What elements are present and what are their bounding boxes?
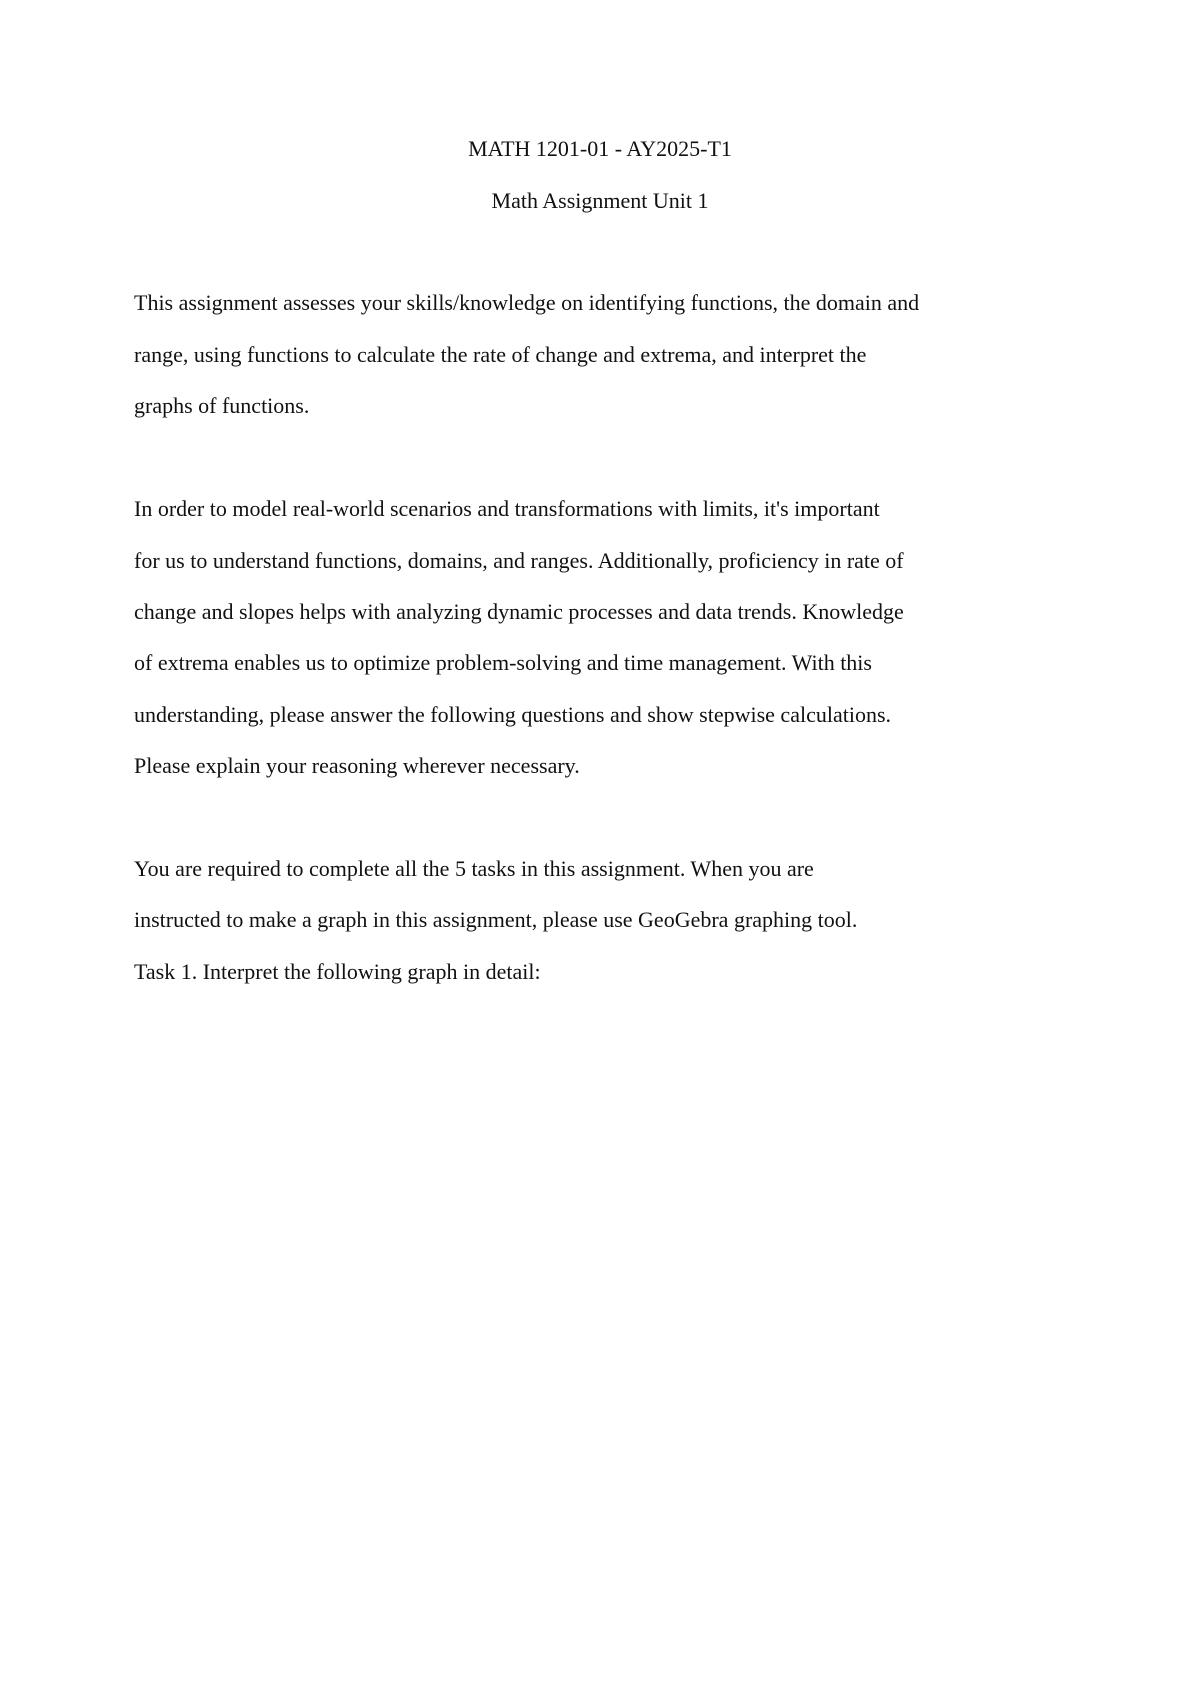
course-code-heading: MATH 1201-01 - AY2025-T1 xyxy=(468,136,732,161)
paragraph-line: You are required to complete all the 5 tasks in this assignment. When you are xyxy=(134,856,814,881)
paragraph-line: This assignment assesses your skills/knowledge on identifying functions, the domain and xyxy=(134,290,920,315)
task-1-heading: Task 1. Interpret the following graph in detail: xyxy=(134,959,541,984)
paragraph-line: understanding, please answer the following questions and show stepwise calculations. xyxy=(134,702,892,727)
paragraph-line: instructed to make a graph in this assignment, please use GeoGebra graphing tool. xyxy=(134,907,858,932)
paragraph-line: Please explain your reasoning wherever necessary. xyxy=(134,753,580,778)
paragraph-line: graphs of functions. xyxy=(134,393,310,418)
paragraph-line: change and slopes helps with analyzing dynamic processes and data trends. Knowledge xyxy=(134,599,904,624)
assignment-title: Math Assignment Unit 1 xyxy=(491,188,709,213)
paragraph-line: range, using functions to calculate the rate of change and extrema, and interpret the xyxy=(134,342,867,367)
paragraph-line: for us to understand functions, domains, and ranges. Additionally, proficiency in rate of xyxy=(134,548,904,573)
paragraph-line: In order to model real-world scenarios and transformations with limits, it's important xyxy=(134,496,880,521)
paragraph-line: of extrema enables us to optimize problem-solving and time management. With this xyxy=(134,650,872,675)
